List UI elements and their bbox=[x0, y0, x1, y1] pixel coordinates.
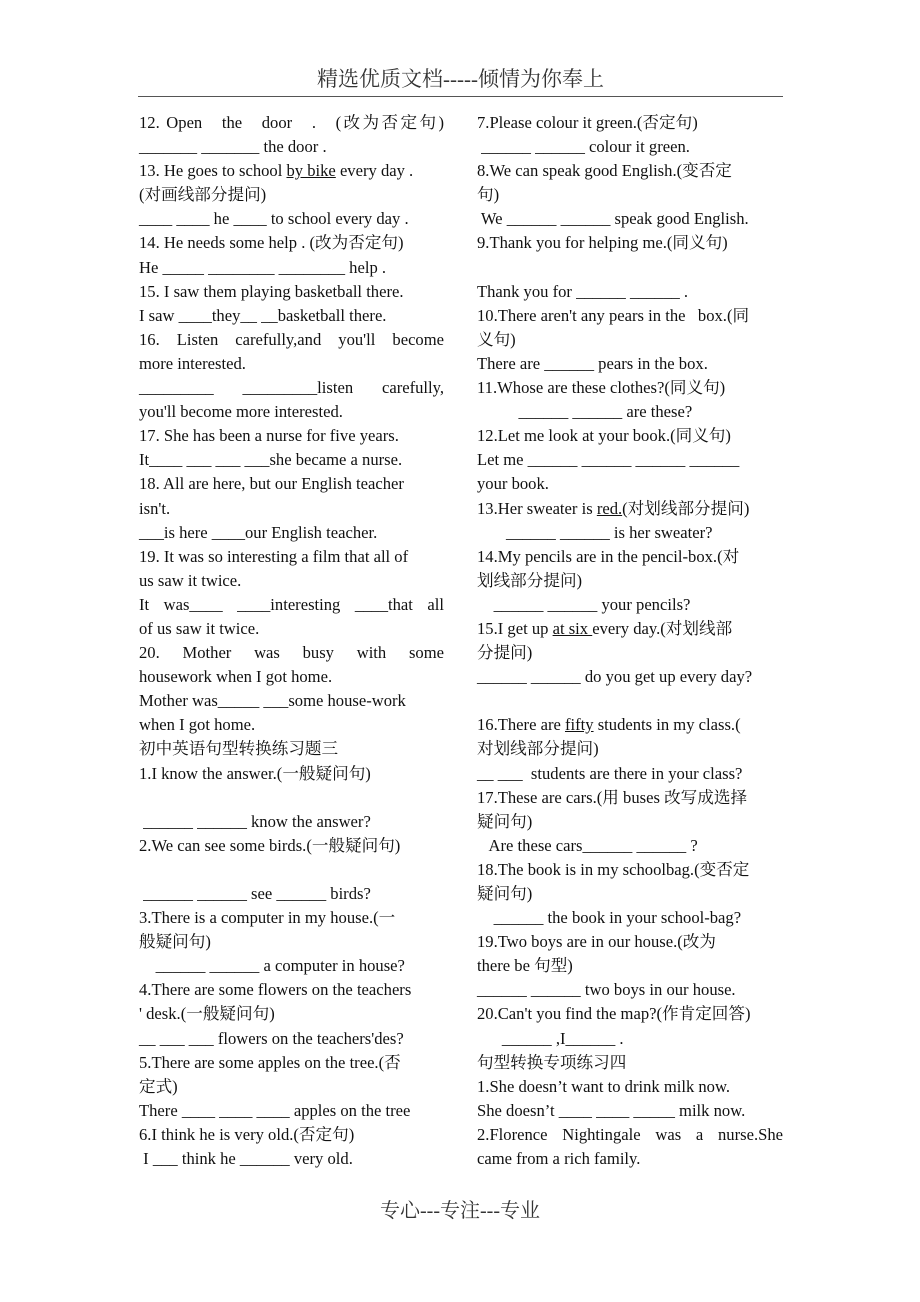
answer-line: you'll become more interested. bbox=[139, 402, 343, 422]
answer-line: ______ ______ a computer in house? bbox=[139, 956, 405, 976]
blank-line bbox=[477, 689, 783, 713]
underlined-phrase: red. bbox=[596, 498, 623, 518]
exercise-line: 1.She doesn’t want to drink milk now. bbox=[477, 1076, 731, 1096]
text-segment: 16.There are bbox=[477, 715, 565, 735]
page-header: 精选优质文档-----倾情为你奉上 bbox=[138, 62, 783, 97]
exercise-line: 12. Open the door . (改为否定句) bbox=[139, 113, 444, 132]
answer-line: There ____ ____ ____ apples on the tree bbox=[139, 1100, 411, 1120]
exercise-line: 20.Can't you find the map?(作肯定回答) bbox=[477, 1004, 751, 1024]
left-column bbox=[139, 111, 444, 1171]
answer-line: of us saw it twice. bbox=[139, 618, 260, 638]
exercise-line: 4.There are some flowers on the teachers bbox=[139, 980, 412, 1000]
exercise-line: 7.Please colour it green.(否定句) bbox=[477, 113, 698, 132]
answer-line: Let me ______ ______ ______ ______ bbox=[477, 450, 740, 470]
exercise-line: 句) bbox=[477, 185, 500, 205]
exercise-line: 2.We can see some birds.(一般疑问句) bbox=[139, 835, 401, 855]
exercise-line: 18.The book is in my schoolbag.(变否定 bbox=[477, 859, 750, 879]
answer-line: your book. bbox=[477, 474, 549, 494]
exercise-line: 15. I saw them playing basketball there. bbox=[139, 281, 404, 301]
answer-line: ______ ______ your pencils? bbox=[477, 594, 691, 614]
exercise-line: 2.Florence Nightingale was a nurse.She bbox=[477, 1124, 783, 1144]
exercise-line bbox=[139, 159, 444, 183]
page-footer: 专心---专注---专业 bbox=[380, 1200, 540, 1222]
answer-line: He _____ ________ ________ help . bbox=[139, 257, 387, 277]
text-segment: students in my class.( bbox=[593, 715, 741, 735]
exercise-line: 1.I know the answer.(一般疑问句) bbox=[139, 763, 371, 783]
exercise-line: 20. Mother was busy with some bbox=[139, 643, 444, 663]
exercise-line: 对划线部分提问) bbox=[477, 739, 599, 759]
blank-line bbox=[139, 786, 444, 810]
blank-line bbox=[139, 858, 444, 882]
exercise-line: came from a rich family. bbox=[477, 1149, 641, 1169]
exercise-line: 14.My pencils are in the pencil-box.(对 bbox=[477, 546, 740, 566]
answer-line: ______ ______ is her sweater? bbox=[477, 522, 713, 542]
exercise-line: 义句) bbox=[477, 329, 516, 349]
answer-line: There are ______ pears in the box. bbox=[477, 353, 708, 373]
underlined-phrase: at six bbox=[552, 618, 593, 638]
exercise-line: 10.There aren't any pears in the box.(同 bbox=[477, 305, 750, 325]
exercise-line: housework when I got home. bbox=[139, 667, 333, 687]
blank-line bbox=[477, 256, 783, 280]
answer-line: _______ _______ the door . bbox=[139, 137, 327, 157]
exercise-line bbox=[477, 713, 783, 737]
answer-line: ___is here ____our English teacher. bbox=[139, 522, 378, 542]
underlined-phrase: fifty bbox=[564, 715, 594, 735]
answer-line: I saw ____they__ __basketball there. bbox=[139, 305, 387, 325]
exercise-line: 19. It was so interesting a film that all of bbox=[139, 546, 409, 566]
answer-line: ____ ____ he ____ to school every day . bbox=[139, 209, 409, 229]
answer-line: ______ ______ are these? bbox=[477, 402, 693, 422]
answer-line: ______ ,I______ . bbox=[477, 1028, 624, 1048]
answer-line: ______ the book in your school-bag? bbox=[477, 908, 742, 928]
exercise-line: 19.Two boys are in our house.(改为 bbox=[477, 932, 716, 952]
answer-line: _________ _________listen carefully, bbox=[139, 378, 444, 398]
answer-line: ______ ______ colour it green. bbox=[477, 137, 690, 157]
exercise-line: ' desk.(一般疑问句) bbox=[139, 1004, 275, 1024]
answer-line: She doesn’t ____ ____ _____ milk now. bbox=[477, 1100, 746, 1120]
exercise-line: 疑问句) bbox=[477, 811, 533, 831]
exercise-line: 分提问) bbox=[477, 643, 533, 663]
exercise-line: 8.We can speak good English.(变否定 bbox=[477, 161, 732, 181]
answer-line: ______ ______ do you get up every day? bbox=[477, 667, 753, 687]
exercise-line: 12.Let me look at your book.(同义句) bbox=[477, 426, 731, 446]
exercise-line: there be 句型) bbox=[477, 956, 573, 976]
exercise-line: 划线部分提问) bbox=[477, 570, 583, 590]
exercise-line: 17.These are cars.(用 buses 改写成选择 bbox=[477, 787, 748, 807]
exercise-line: 9.Thank you for helping me.(同义句) bbox=[477, 233, 728, 253]
answer-line: We ______ ______ speak good English. bbox=[477, 209, 749, 229]
answer-line: __ ___ students are there in your class? bbox=[477, 763, 743, 783]
section-title: 句型转换专项练习四 bbox=[477, 1052, 627, 1072]
answer-line: when I got home. bbox=[139, 715, 256, 735]
answer-line: __ ___ ___ flowers on the teachers'des? bbox=[139, 1028, 404, 1048]
exercise-line: 6.I think he is very old.(否定句) bbox=[139, 1124, 355, 1144]
text-segment: every day . bbox=[335, 161, 414, 181]
answer-line: ______ ______ see ______ birds? bbox=[139, 884, 371, 903]
exercise-line bbox=[477, 497, 783, 521]
exercise-line: more interested. bbox=[139, 353, 246, 373]
exercise-line: 3.There is a computer in my house.(一 bbox=[139, 908, 396, 928]
exercise-line: 14. He needs some help . (改为否定句) bbox=[139, 233, 404, 253]
right-column bbox=[477, 111, 783, 1171]
exercise-line: 5.There are some apples on the tree.(否 bbox=[139, 1052, 401, 1072]
answer-line: I ___ think he ______ very old. bbox=[139, 1149, 353, 1169]
answer-line: It____ ___ ___ ___she became a nurse. bbox=[139, 450, 403, 470]
exercise-line: isn't. bbox=[139, 498, 171, 518]
section-title: 初中英语句型转换练习题三 bbox=[139, 739, 339, 759]
exercise-line: 11.Whose are these clothes?(同义句) bbox=[477, 378, 726, 398]
exercise-line: 16. Listen carefully,and you'll become bbox=[139, 329, 444, 349]
exercise-line: 17. She has been a nurse for five years. bbox=[139, 426, 399, 446]
answer-line: It was____ ____interesting ____that all bbox=[139, 594, 444, 614]
answer-line: ______ ______ two boys in our house. bbox=[477, 980, 736, 1000]
answer-line: Are these cars______ ______ ? bbox=[477, 835, 698, 855]
exercise-line: us saw it twice. bbox=[139, 570, 242, 590]
text-segment: 13.Her sweater is bbox=[477, 498, 597, 518]
exercise-line: 般疑问句) bbox=[139, 932, 211, 952]
exercise-line bbox=[477, 617, 783, 641]
exercise-line: (对画线部分提问) bbox=[139, 185, 267, 205]
answer-line: ______ ______ know the answer? bbox=[139, 811, 371, 831]
underlined-phrase: by bike bbox=[286, 161, 336, 181]
answer-line: Thank you for ______ ______ . bbox=[477, 281, 689, 301]
exercise-line: 疑问句) bbox=[477, 884, 533, 903]
exercise-line: 定式) bbox=[139, 1076, 178, 1096]
exercise-line: 18. All are here, but our English teacher bbox=[139, 474, 404, 494]
text-segment: 13. He goes to school bbox=[139, 161, 287, 181]
text-segment: 15.I get up bbox=[477, 618, 553, 638]
answer-line: Mother was_____ ___some house-work bbox=[139, 691, 406, 711]
text-segment: every day.(对划线部 bbox=[592, 618, 733, 638]
text-segment: (对划线部分提问) bbox=[622, 498, 750, 518]
